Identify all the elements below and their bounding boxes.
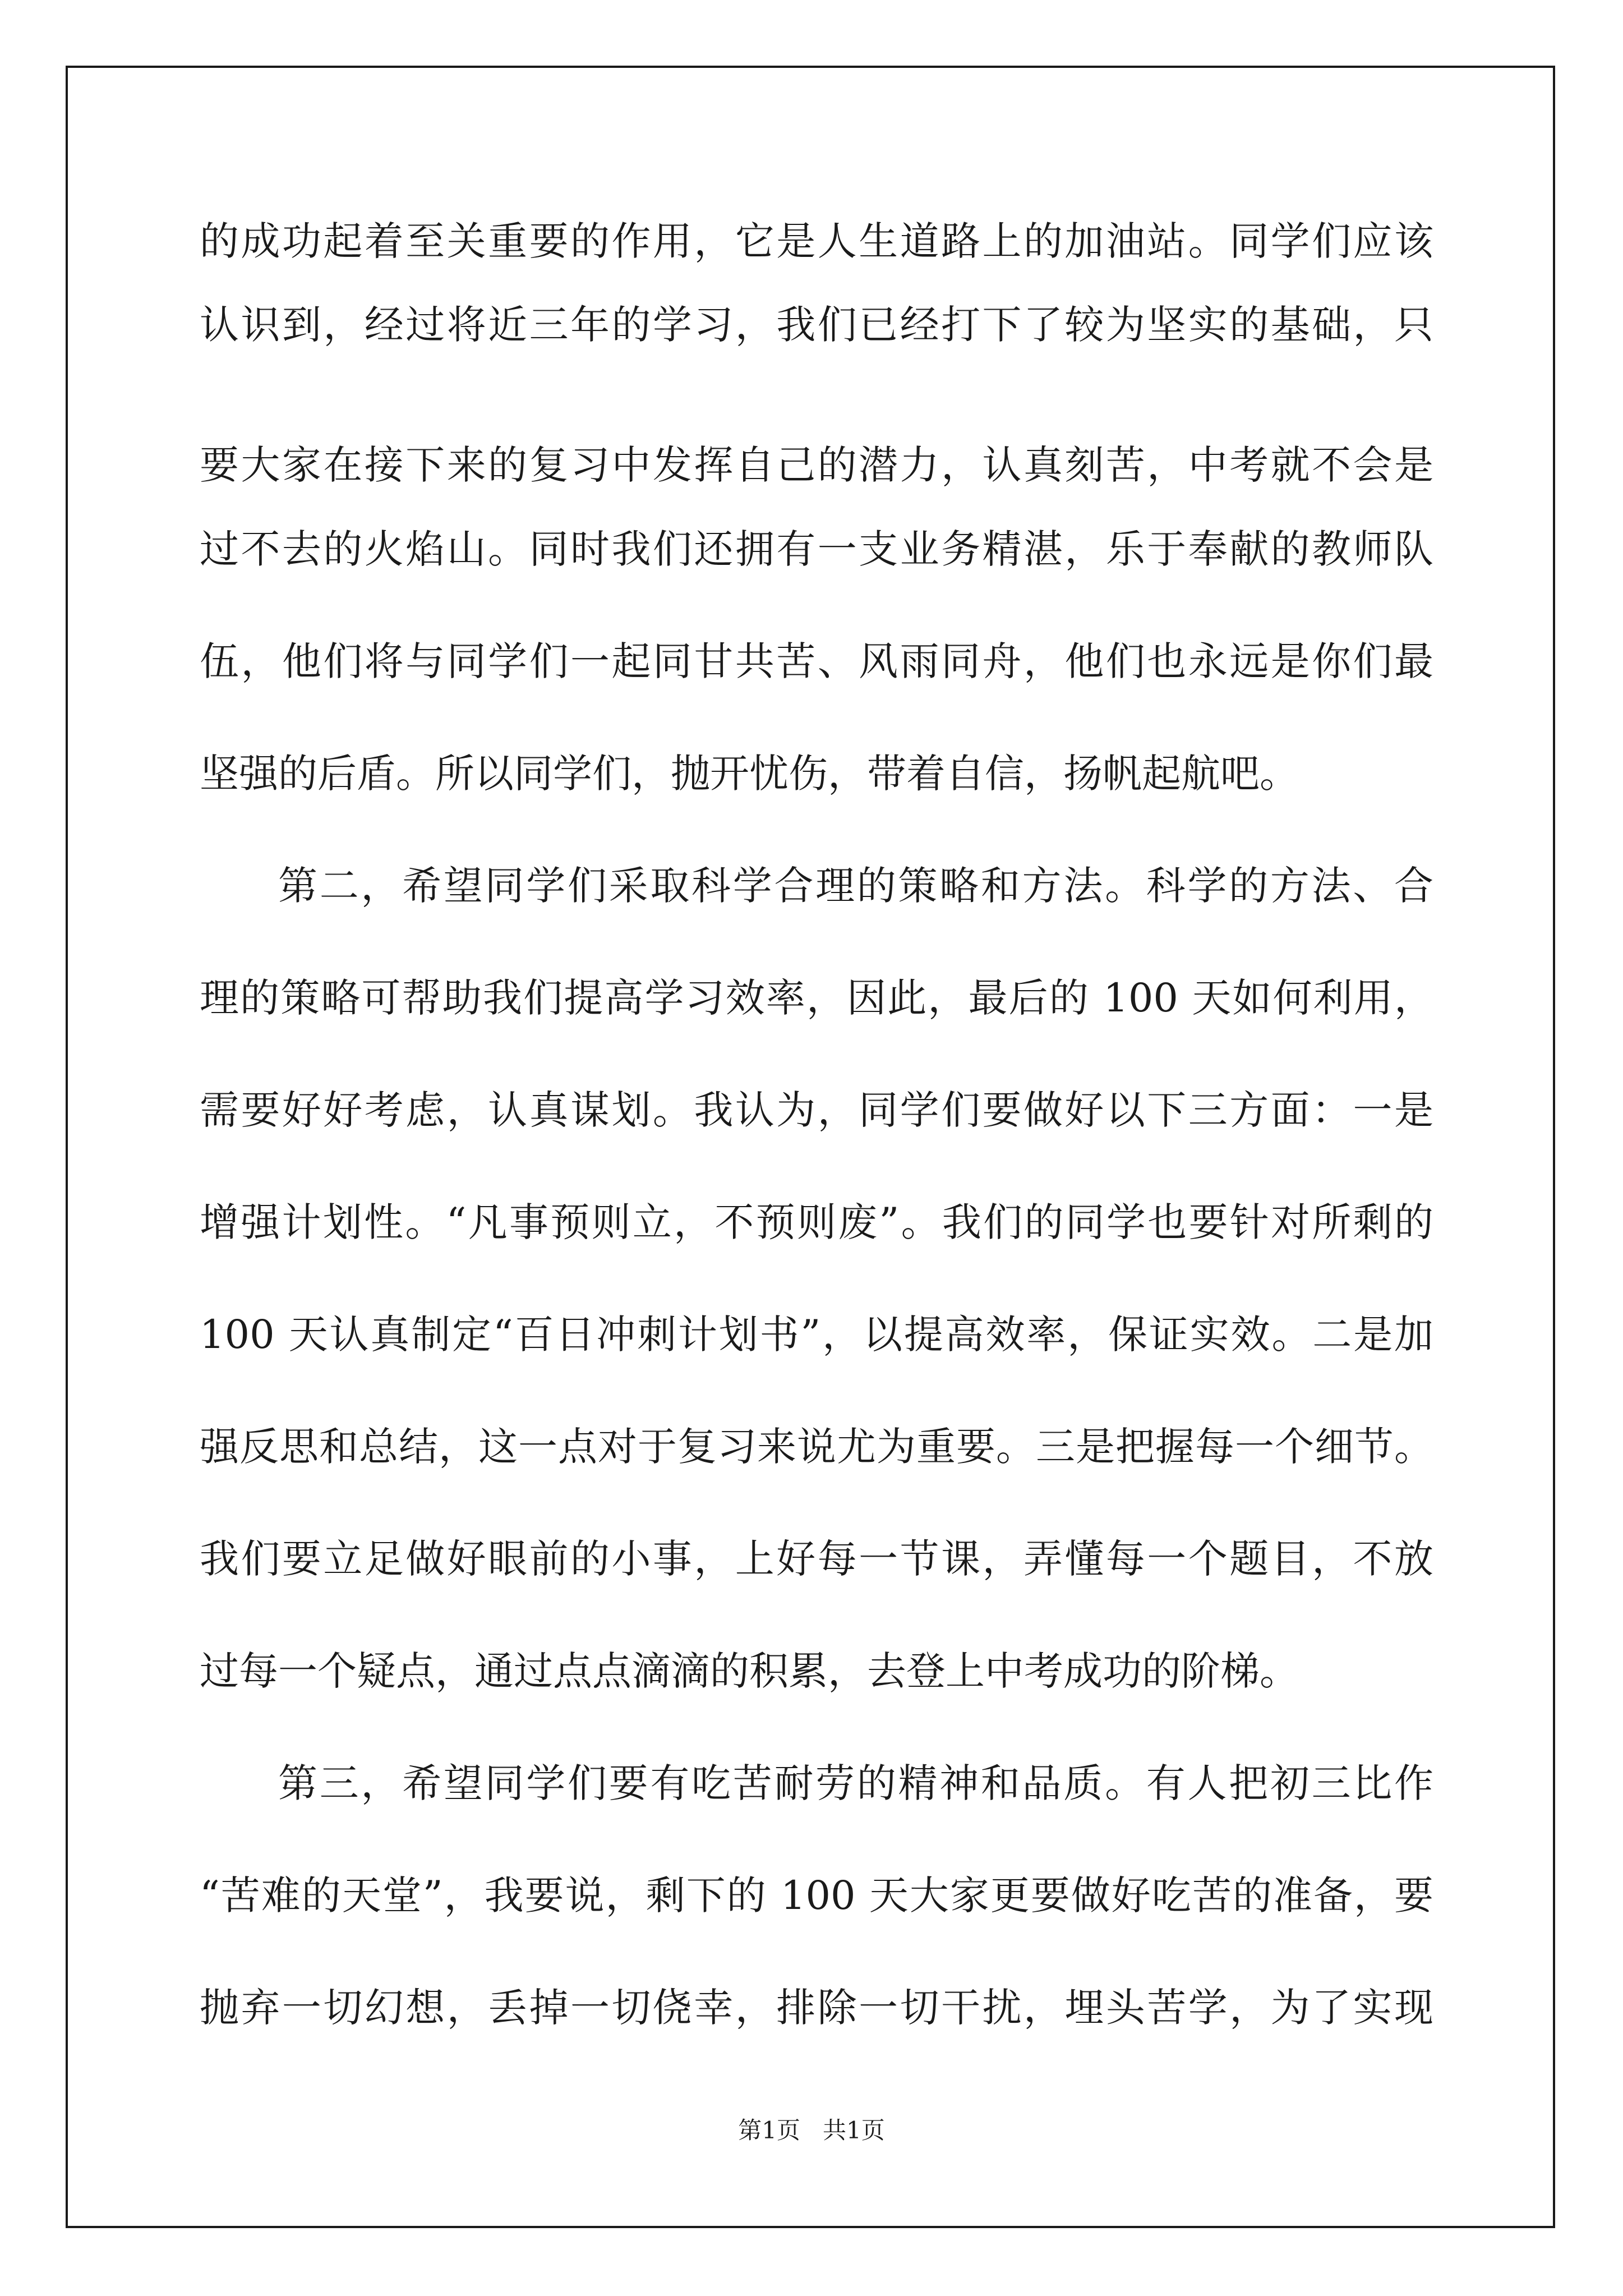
body-text-line: 抛弃一切幻想，丢掉一切侥幸，排除一切干扰，埋头苦学，为了实现 xyxy=(200,1985,1433,2031)
page-footer: 第1页 共1页 xyxy=(738,2116,885,2144)
body-text-line: 100 天认真制定“百日冲刺计划书”，以提高效率，保证实效。二是加 xyxy=(200,1312,1433,1358)
body-text-line: 我们要立足做好眼前的小事，上好每一节课，弄懂每一个题目，不放 xyxy=(200,1536,1433,1582)
body-text-line: 强反思和总结，这一点对于复习来说尤为重要。三是把握每一个细节。 xyxy=(200,1424,1433,1470)
body-text-line: 的成功起着至关重要的作用，它是人生道路上的加油站。同学们应该 xyxy=(200,218,1433,264)
body-text-line: 增强计划性。“凡事预则立，不预则废”。我们的同学也要针对所剩的 xyxy=(200,1199,1433,1245)
body-text-line: 过不去的火焰山。同时我们还拥有一支业务精湛，乐于奉献的教师队 xyxy=(200,526,1433,572)
body-text-line: “苦难的天堂”，我要说，剩下的 100 天大家更要做好吃苦的准备，要 xyxy=(200,1872,1433,1918)
body-text-line: 坚强的后盾。所以同学们，抛开忧伤，带着自信，扬帆起航吧。 xyxy=(200,751,1299,797)
body-text-line: 需要好好考虑，认真谋划。我认为，同学们要做好以下三方面：一是 xyxy=(200,1087,1433,1133)
body-text-line: 过每一个疑点，通过点点滴滴的积累，去登上中考成功的阶梯。 xyxy=(200,1648,1299,1694)
body-text-line: 认识到，经过将近三年的学习，我们已经打下了较为坚实的基础，只 xyxy=(200,302,1433,348)
body-text-line: 伍，他们将与同学们一起同甘共苦、风雨同舟，他们也永远是你们最 xyxy=(200,638,1433,684)
body-text-line: 要大家在接下来的复习中发挥自己的潜力，认真刻苦，中考就不会是 xyxy=(200,442,1433,488)
body-text-line: 理的策略可帮助我们提高学习效率，因此，最后的 100 天如何利用， xyxy=(200,975,1433,1021)
paragraph-first-line: 第二，希望同学们采取科学合理的策略和方法。科学的方法、合 xyxy=(278,863,1433,909)
paragraph-first-line: 第三，希望同学们要有吃苦耐劳的精神和品质。有人把初三比作 xyxy=(278,1760,1433,1806)
